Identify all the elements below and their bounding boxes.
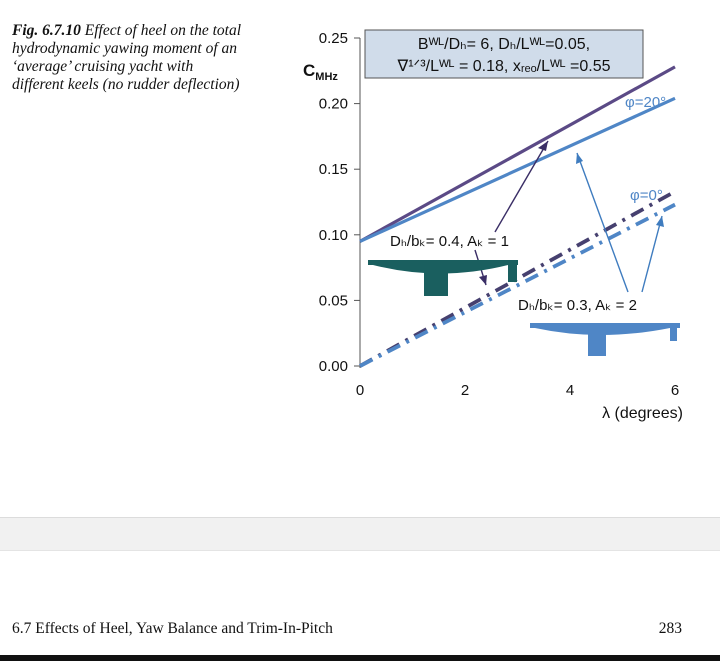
x-ticks	[356, 382, 679, 399]
y-tick-label: 0.20	[318, 95, 348, 113]
keel-a-arrow-heel20	[495, 141, 548, 232]
series-line-heel0-keel-b	[360, 205, 675, 366]
running-section-title: 6.7 Effects of Heel, Yaw Balance and Trim-In-Pitch	[12, 620, 333, 637]
keel-a-label: Dₕ/bₖ= 0.4, Aₖ = 1	[390, 233, 509, 250]
yawing-moment-chart	[300, 20, 720, 440]
y-tick-label: 0.15	[318, 161, 348, 179]
figure-label: Fig. 6.7.10	[12, 22, 81, 39]
caption-text: Effect of heel on the total hydrodynamic yawing moment of an ‘average’ cruising yacht with different keels (no rudder deflection)	[12, 22, 242, 93]
x-tick-label: 2	[460, 382, 470, 399]
keel-a-arrowhead-heel0	[479, 275, 487, 285]
keel-b-arrow-heel0	[642, 216, 662, 292]
y-tick-label: 0.05	[318, 292, 348, 310]
keel-b-label: Dₕ/bₖ= 0.3, Aₖ = 2	[518, 297, 637, 314]
series-layer	[360, 67, 675, 366]
page-footer	[12, 620, 682, 642]
series-line-heel20-keel-b	[360, 98, 675, 241]
keel-b-arrowhead-heel0	[656, 216, 664, 227]
parameters-line-2: ∇¹ᐟ³/Lᵂᴸ = 0.18, xᵣₑₒ/Lᵂᴸ =0.55	[397, 58, 611, 75]
y-tick-label: 0.10	[318, 226, 348, 244]
x-tick-label: 4	[565, 382, 575, 399]
keel-b-arrow-heel20	[577, 153, 628, 292]
y-tick-label: 0.00	[318, 358, 348, 375]
keel-b-arrowhead-heel20	[576, 153, 583, 164]
page-separator-band	[0, 517, 720, 551]
x-tick-label: 6	[670, 382, 680, 399]
y-axis-title: $C_{MHz}$	[303, 61, 338, 83]
parameters-line-1: Bᵂᴸ/Dₕ= 6, Dₕ/Lᵂᴸ=0.05,	[417, 36, 591, 53]
bottom-rule	[0, 655, 720, 661]
figure-caption	[12, 22, 247, 94]
phi-0-label: φ=0°	[630, 187, 663, 204]
y-tick-label: 0.25	[318, 30, 348, 47]
keel-b-sketch	[530, 323, 680, 356]
phi-20-label: φ=20°	[625, 94, 667, 111]
x-tick-label: 0	[355, 382, 365, 399]
page-number: 283	[658, 620, 682, 637]
x-axis-title: λ (degrees)	[602, 405, 683, 422]
chart-svg	[300, 20, 720, 440]
